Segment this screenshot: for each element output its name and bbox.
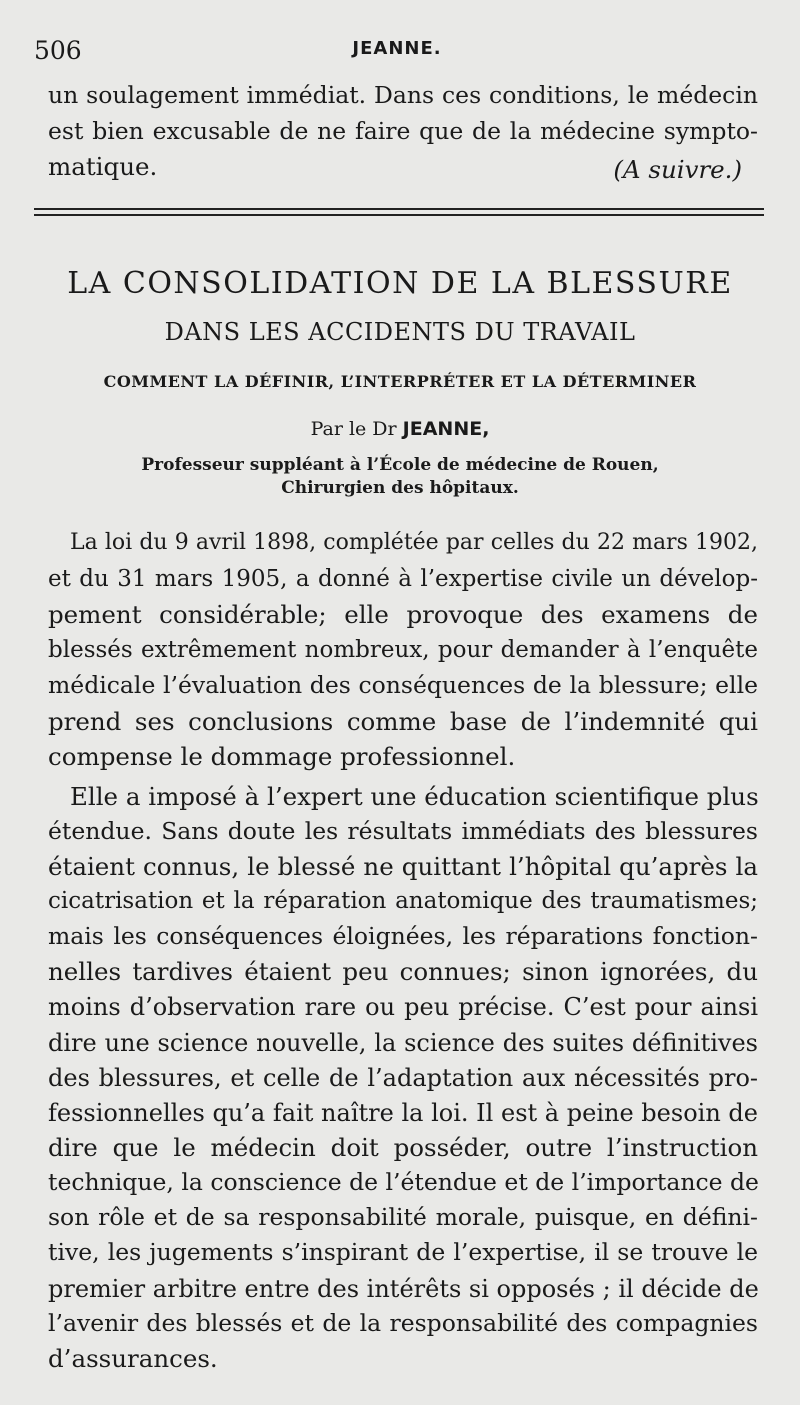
- prev-text-line: un soulagement immédiat. Dans ces conditions, le médecin: [48, 81, 758, 109]
- running-title: JEANNE.: [352, 38, 442, 59]
- body-text-line: cicatrisation et la réparation anatomique des traumatismes;: [48, 888, 758, 914]
- section-divider: [34, 208, 764, 210]
- byline-prefix: Par le Dr: [310, 418, 397, 440]
- body-text-line: dire une science nouvelle, la science des suites définitives: [48, 1029, 758, 1057]
- body-text-line: pement considérable; elle provoque des examens de: [48, 600, 758, 629]
- body-text-line: Elle a imposé à l’expert une éducation scientifique plus: [70, 782, 759, 811]
- body-text-line: technique, la conscience de l’étendue et de l’importance de: [48, 1168, 759, 1196]
- body-text-line: La loi du 9 avril 1898, complétée par celles du 22 mars 1902,: [70, 530, 758, 555]
- body-text-line: premier arbitre entre des intérêts si opposés ; il décide de: [48, 1275, 759, 1303]
- continuation-note-text: (A suivre.): [613, 155, 742, 184]
- body-text-line: l’avenir des blessés et de la responsabilité des compagnies: [48, 1309, 758, 1337]
- body-text-line: médicale l’évaluation des conséquences de la blessure; elle: [48, 671, 758, 699]
- body-text-line: étaient connus, le blessé ne quittant l’hôpital qu’après la: [48, 852, 758, 881]
- body-text-line: moins d’observation rare ou peu précise. C’est pour ainsi: [48, 993, 758, 1021]
- body-text-line: et du 31 mars 1905, a donné à l’expertise civile un dévelop-: [48, 566, 758, 592]
- page-number: 506: [34, 36, 82, 65]
- byline: [40, 418, 760, 440]
- body-text-line: mais les conséquences éloignées, les réparations fonction-: [48, 922, 758, 950]
- running-head: [34, 36, 760, 70]
- body-text-line: prend ses conclusions comme base de l’indemnité qui: [48, 707, 758, 736]
- body-text-line: étendue. Sans doute les résultats immédiats des blessures: [48, 817, 758, 845]
- body-text-line: d’assurances.: [48, 1344, 218, 1373]
- body-text-line: blessés extrêmement nombreux, pour demander à l’enquête: [48, 637, 758, 663]
- body-text-line: compense le dommage professionnel.: [48, 742, 516, 771]
- author-name: JEANNE,: [402, 418, 490, 440]
- article-subtitle: DANS LES ACCIDENTS DU TRAVAIL: [164, 318, 636, 346]
- body-text-line: dire que le médecin doit posséder, outre l’instruction: [48, 1133, 758, 1162]
- article-subheading: COMMENT LA DÉFINIR, L’INTERPRÉTER ET LA DÉTERMINER: [103, 372, 697, 391]
- body-text-line: tive, les jugements s’inspirant de l’expertise, il se trouve le: [48, 1238, 758, 1266]
- body-text-line: son rôle et de sa responsabilité morale, puisque, en défini-: [48, 1203, 758, 1231]
- body-text-line: des blessures, et celle de l’adaptation aux nécessités pro-: [48, 1064, 758, 1092]
- continuation-note: [613, 155, 742, 184]
- author-affiliation: Professeur suppléant à l’École de médecine de Rouen,: [141, 455, 659, 475]
- prev-text-line: est bien excusable de ne faire que de la médecine sympto-: [48, 117, 758, 145]
- article-title: LA CONSOLIDATION DE LA BLESSURE: [67, 266, 733, 301]
- author-affiliation: Chirurgien des hôpitaux.: [281, 478, 519, 498]
- prev-text-line: matique.: [48, 152, 158, 181]
- section-divider: [34, 214, 764, 216]
- body-text-line: fessionnelles qu’a fait naître la loi. Il est à peine besoin de: [48, 1099, 758, 1127]
- body-text-line: nelles tardives étaient peu connues; sinon ignorées, du: [48, 957, 758, 986]
